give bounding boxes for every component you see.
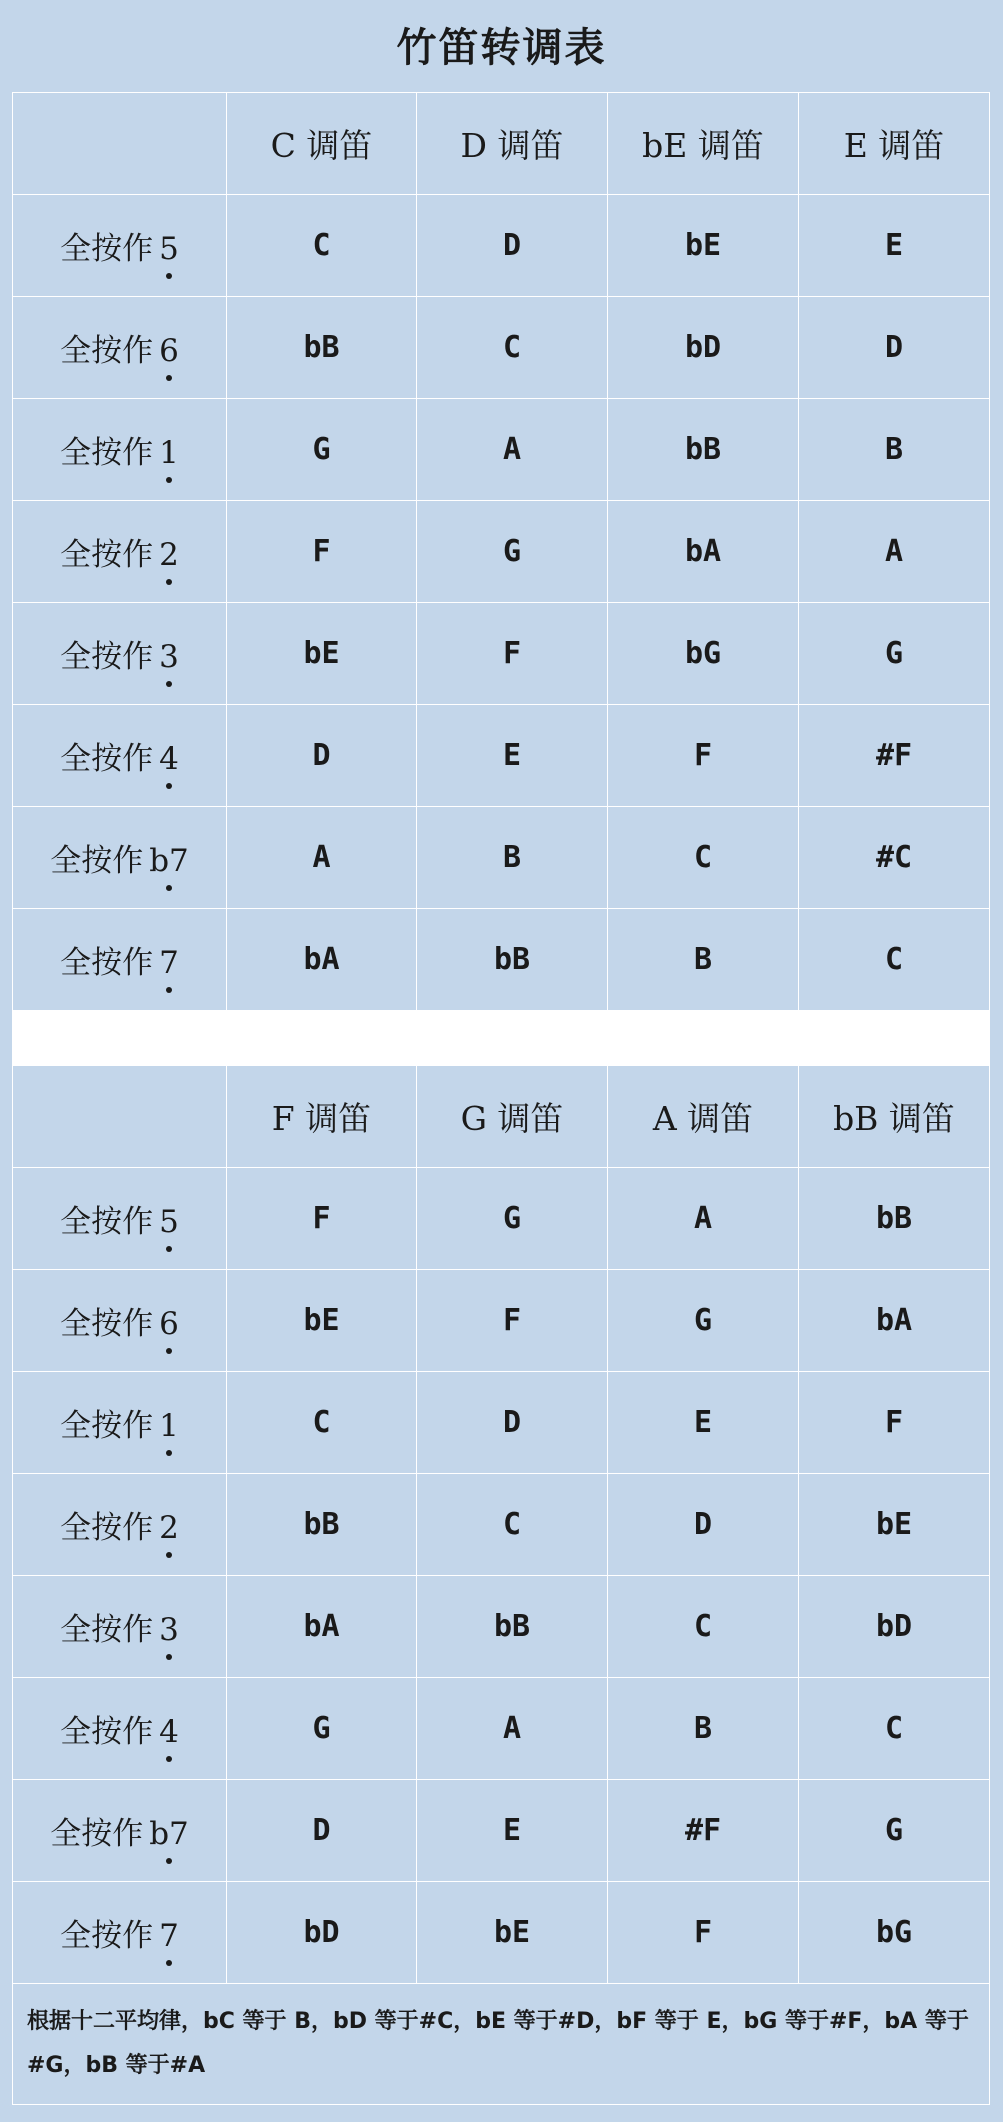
row-prefix: 全按作 xyxy=(50,843,144,879)
row-label xyxy=(13,1270,227,1372)
flute-key-header: A 调笛 xyxy=(608,1066,799,1168)
fingering-note-text: 3 xyxy=(159,1612,179,1648)
flute-key-header: bB 调笛 xyxy=(799,1066,990,1168)
pitch-cell: bE xyxy=(417,1882,608,1984)
row-label xyxy=(13,705,227,807)
fingering-note xyxy=(159,1408,179,1444)
lower-octave-dot xyxy=(166,783,172,789)
pitch-cell: G xyxy=(417,501,608,603)
pitch-cell: bE xyxy=(799,1474,990,1576)
table-row xyxy=(13,501,990,603)
pitch-cell: bD xyxy=(608,297,799,399)
row-prefix: 全按作 xyxy=(50,1816,144,1852)
pitch-cell: B xyxy=(608,909,799,1011)
table-row xyxy=(13,1882,990,1984)
lower-octave-dot xyxy=(166,477,172,483)
row-prefix: 全按作 xyxy=(60,1714,154,1750)
lower-octave-dot xyxy=(166,375,172,381)
table-body xyxy=(13,93,990,2105)
fingering-note-text: 1 xyxy=(159,1408,179,1444)
pitch-cell: C xyxy=(417,1474,608,1576)
lower-octave-dot xyxy=(166,885,172,891)
transposition-table xyxy=(12,92,990,2105)
row-prefix: 全按作 xyxy=(60,1612,154,1648)
row-label xyxy=(13,195,227,297)
lower-octave-dot xyxy=(166,1960,172,1966)
pitch-cell: F xyxy=(799,1372,990,1474)
table-row xyxy=(13,1780,990,1882)
fingering-note xyxy=(159,1612,179,1648)
pitch-cell: E xyxy=(799,195,990,297)
lower-octave-dot xyxy=(166,579,172,585)
pitch-cell: C xyxy=(227,195,417,297)
pitch-cell: bE xyxy=(227,603,417,705)
pitch-cell: bB xyxy=(799,1168,990,1270)
fingering-note-text: 1 xyxy=(159,435,179,471)
pitch-cell: bB xyxy=(227,297,417,399)
fingering-note xyxy=(159,1306,179,1342)
pitch-cell: G xyxy=(417,1168,608,1270)
pitch-cell: bE xyxy=(227,1270,417,1372)
table-row xyxy=(13,603,990,705)
flute-key-header: G 调笛 xyxy=(417,1066,608,1168)
row-prefix: 全按作 xyxy=(60,231,154,267)
row-label xyxy=(13,399,227,501)
fingering-note-text: 2 xyxy=(159,1510,179,1546)
fingering-note-text: 5 xyxy=(159,231,179,267)
table-row xyxy=(13,807,990,909)
pitch-cell: C xyxy=(799,909,990,1011)
fingering-note xyxy=(159,537,179,573)
table-row xyxy=(13,909,990,1011)
row-prefix: 全按作 xyxy=(60,333,154,369)
row-label xyxy=(13,1168,227,1270)
fingering-note xyxy=(159,435,179,471)
row-label xyxy=(13,297,227,399)
fingering-note xyxy=(159,333,179,369)
flute-key-header: D 调笛 xyxy=(417,93,608,195)
fingering-note-text: 7 xyxy=(159,1918,179,1954)
footnote: 根据十二平均律，bC 等于 B，bD 等于#C，bE 等于#D，bF 等于 E，bG 等于#F，bA 等于#G，bB 等于#A xyxy=(13,1984,990,2105)
row-label xyxy=(13,603,227,705)
lower-octave-dot xyxy=(166,1450,172,1456)
lower-octave-dot xyxy=(166,1858,172,1864)
table-row xyxy=(13,399,990,501)
pitch-cell: bA xyxy=(227,1576,417,1678)
corner-cell xyxy=(13,1066,227,1168)
separator-cell xyxy=(227,1011,417,1066)
pitch-cell: bA xyxy=(608,501,799,603)
pitch-cell: F xyxy=(227,1168,417,1270)
pitch-cell: C xyxy=(799,1678,990,1780)
pitch-cell: A xyxy=(799,501,990,603)
section-separator xyxy=(13,1011,990,1066)
flute-key-header: C 调笛 xyxy=(227,93,417,195)
lower-octave-dot xyxy=(166,1756,172,1762)
fingering-note-text: 2 xyxy=(159,537,179,573)
fingering-note xyxy=(159,639,179,675)
row-prefix: 全按作 xyxy=(60,537,154,573)
table-row xyxy=(13,1372,990,1474)
fingering-note-text: 5 xyxy=(159,1204,179,1240)
pitch-cell: G xyxy=(608,1270,799,1372)
lower-octave-dot xyxy=(166,987,172,993)
fingering-note-text: 3 xyxy=(159,639,179,675)
row-prefix: 全按作 xyxy=(60,1918,154,1954)
lower-octave-dot xyxy=(166,1348,172,1354)
pitch-cell: bA xyxy=(799,1270,990,1372)
pitch-cell: A xyxy=(227,807,417,909)
row-label xyxy=(13,807,227,909)
pitch-cell: B xyxy=(417,807,608,909)
pitch-cell: D xyxy=(227,1780,417,1882)
fingering-note xyxy=(159,231,179,267)
pitch-cell: D xyxy=(227,705,417,807)
flute-key-header: E 调笛 xyxy=(799,93,990,195)
flute-key-header: F 调笛 xyxy=(227,1066,417,1168)
corner-cell xyxy=(13,93,227,195)
pitch-cell: F xyxy=(608,705,799,807)
pitch-cell: G xyxy=(799,1780,990,1882)
pitch-cell: A xyxy=(417,1678,608,1780)
pitch-cell: bB xyxy=(608,399,799,501)
fingering-note xyxy=(149,843,189,879)
lower-octave-dot xyxy=(166,1654,172,1660)
pitch-cell: F xyxy=(227,501,417,603)
pitch-cell: E xyxy=(417,705,608,807)
pitch-cell: C xyxy=(608,807,799,909)
pitch-cell: #F xyxy=(799,705,990,807)
pitch-cell: C xyxy=(227,1372,417,1474)
lower-octave-dot xyxy=(166,681,172,687)
header-row xyxy=(13,93,990,195)
table-row xyxy=(13,1270,990,1372)
pitch-cell: E xyxy=(417,1780,608,1882)
row-prefix: 全按作 xyxy=(60,435,154,471)
footnote-row xyxy=(13,1984,990,2105)
pitch-cell: bE xyxy=(608,195,799,297)
pitch-cell: G xyxy=(227,399,417,501)
row-label xyxy=(13,1372,227,1474)
table-row xyxy=(13,297,990,399)
row-label xyxy=(13,909,227,1011)
fingering-note xyxy=(149,1816,189,1852)
fingering-note-text: 6 xyxy=(159,1306,179,1342)
row-prefix: 全按作 xyxy=(60,1510,154,1546)
header-row xyxy=(13,1066,990,1168)
separator-cell xyxy=(608,1011,799,1066)
pitch-cell: bA xyxy=(227,909,417,1011)
fingering-note xyxy=(159,1714,179,1750)
pitch-cell: B xyxy=(608,1678,799,1780)
row-label xyxy=(13,501,227,603)
pitch-cell: D xyxy=(799,297,990,399)
table-row xyxy=(13,195,990,297)
pitch-cell: bB xyxy=(227,1474,417,1576)
pitch-cell: F xyxy=(417,1270,608,1372)
pitch-cell: #C xyxy=(799,807,990,909)
fingering-note xyxy=(159,1204,179,1240)
pitch-cell: B xyxy=(799,399,990,501)
table-row xyxy=(13,1168,990,1270)
pitch-cell: bG xyxy=(799,1882,990,1984)
fingering-note-text: 6 xyxy=(159,333,179,369)
lower-octave-dot xyxy=(166,1246,172,1252)
pitch-cell: bB xyxy=(417,1576,608,1678)
row-prefix: 全按作 xyxy=(60,945,154,981)
fingering-note-text: b7 xyxy=(149,843,189,879)
fingering-note-text: b7 xyxy=(149,1816,189,1852)
pitch-cell: #F xyxy=(608,1780,799,1882)
pitch-cell: bD xyxy=(799,1576,990,1678)
table-row xyxy=(13,1474,990,1576)
row-prefix: 全按作 xyxy=(60,741,154,777)
table-row xyxy=(13,1576,990,1678)
lower-octave-dot xyxy=(166,273,172,279)
fingering-note-text: 4 xyxy=(159,1714,179,1750)
row-label xyxy=(13,1882,227,1984)
separator-cell xyxy=(799,1011,990,1066)
page-title: 竹笛转调表 xyxy=(396,23,607,71)
row-prefix: 全按作 xyxy=(60,639,154,675)
pitch-cell: F xyxy=(417,603,608,705)
pitch-cell: bB xyxy=(417,909,608,1011)
pitch-cell: G xyxy=(799,603,990,705)
pitch-cell: D xyxy=(417,195,608,297)
pitch-cell: G xyxy=(227,1678,417,1780)
separator-cell xyxy=(13,1011,227,1066)
fingering-note xyxy=(159,1918,179,1954)
fingering-note xyxy=(159,1510,179,1546)
pitch-cell: A xyxy=(608,1168,799,1270)
row-prefix: 全按作 xyxy=(60,1306,154,1342)
row-label xyxy=(13,1576,227,1678)
row-label xyxy=(13,1474,227,1576)
fingering-note xyxy=(159,945,179,981)
fingering-note-text: 4 xyxy=(159,741,179,777)
pitch-cell: D xyxy=(417,1372,608,1474)
pitch-cell: C xyxy=(417,297,608,399)
pitch-cell: E xyxy=(608,1372,799,1474)
fingering-note-text: 7 xyxy=(159,945,179,981)
fingering-note xyxy=(159,741,179,777)
table-row xyxy=(13,705,990,807)
pitch-cell: bG xyxy=(608,603,799,705)
row-label xyxy=(13,1678,227,1780)
lower-octave-dot xyxy=(166,1552,172,1558)
separator-cell xyxy=(417,1011,608,1066)
row-prefix: 全按作 xyxy=(60,1204,154,1240)
row-label xyxy=(13,1780,227,1882)
pitch-cell: A xyxy=(417,399,608,501)
pitch-cell: C xyxy=(608,1576,799,1678)
flute-key-header: bE 调笛 xyxy=(608,93,799,195)
row-prefix: 全按作 xyxy=(60,1408,154,1444)
pitch-cell: D xyxy=(608,1474,799,1576)
pitch-cell: F xyxy=(608,1882,799,1984)
table-row xyxy=(13,1678,990,1780)
pitch-cell: bD xyxy=(227,1882,417,1984)
